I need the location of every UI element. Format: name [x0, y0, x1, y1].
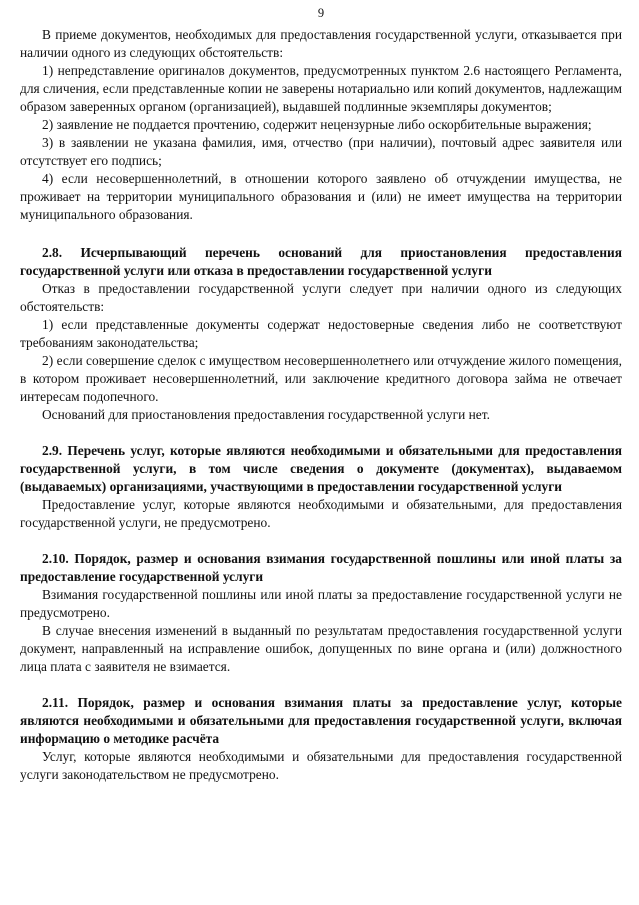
- refusal-item-1: 1) непредставление оригиналов документов, предусмотренных пунктом 2.6 настоящего Регламента, для сличения, если представленные копии не заверены нотариально или копий документов, надлежащим образом заверенных органом (организацией), выдавшей подлинные экземпляры документов;: [20, 63, 622, 114]
- section-2-10-heading: 2.10. Порядок, размер и основания взимания государственной пошлины или иной платы за предоставление государственной услуги: [20, 551, 622, 584]
- section-2-9-heading: 2.9. Перечень услуг, которые являются необходимыми и обязательными для предоставления государственной услуги, в том числе сведения о документе (документах), выдаваемом (выдаваемых) организациями, участвующими в предоставлении государственной услуги: [20, 443, 622, 494]
- page-number: 9: [317, 6, 325, 20]
- refusal-item-4: 4) если несовершеннолетний, в отношении которого заявлено об отчуждении имущества, не проживает на территории муниципального образования и (или) не имеет имущества на территории муниципального образования.: [20, 171, 622, 222]
- section-2-8-intro: Отказ в предоставлении государственной услуги следует при наличии одного из следующих обстоятельств:: [20, 281, 622, 314]
- refusal-item-3: 3) в заявлении не указана фамилия, имя, отчество (при наличии), почтовый адрес заявителя или отсутствует его подпись;: [20, 135, 622, 168]
- section-2-8-outro: Оснований для приостановления предоставления государственной услуги нет.: [42, 407, 490, 422]
- section-2-8-heading: 2.8. Исчерпывающий перечень оснований для приостановления предоставления государственной услуги или отказа в предоставлении государственной услуги: [20, 245, 622, 278]
- section-2-11-heading: 2.11. Порядок, размер и основания взимания платы за предоставление услуг, которые являются необходимыми и обязательными для предоставления государственной услуги, включая информацию о методике расчёта: [20, 695, 622, 746]
- section-2-11-text: Услуг, которые являются необходимыми и обязательными для предоставления государственной услуги законодательством не предусмотрено.: [20, 749, 622, 782]
- refusal-intro: В приеме документов, необходимых для предоставления государственной услуги, отказывается при наличии одного из следующих обстоятельств:: [20, 27, 622, 60]
- section-2-9-text: Предоставление услуг, которые являются необходимыми и обязательными, для предоставления государственной услуги, не предусмотрено.: [20, 497, 622, 530]
- section-2-8-item-1: 1) если представленные документы содержат недостоверные сведения либо не соответствуют требованиям законодательства;: [20, 317, 622, 350]
- section-2-10-text-2: В случае внесения изменений в выданный по результатам предоставления государственной услуги документ, направленный на исправление ошибок, допущенных по вине органа и (или) должностного лица плата с заявителя не взимается.: [20, 623, 622, 674]
- section-2-10-text-1: Взимания государственной пошлины или иной платы за предоставление государственной услуги не предусмотрено.: [20, 587, 622, 620]
- document-page: [20, 0, 622, 905]
- refusal-item-2: 2) заявление не поддается прочтению, содержит нецензурные либо оскорбительные выражения;: [42, 117, 592, 132]
- page-content: [20, 26, 622, 784]
- section-2-8-item-2: 2) если совершение сделок с имуществом несовершеннолетнего или отчуждение жилого помещения, в котором проживает несовершеннолетний, или заключение кредитного договора займа не отвечает интересам подопечного.: [20, 353, 622, 404]
